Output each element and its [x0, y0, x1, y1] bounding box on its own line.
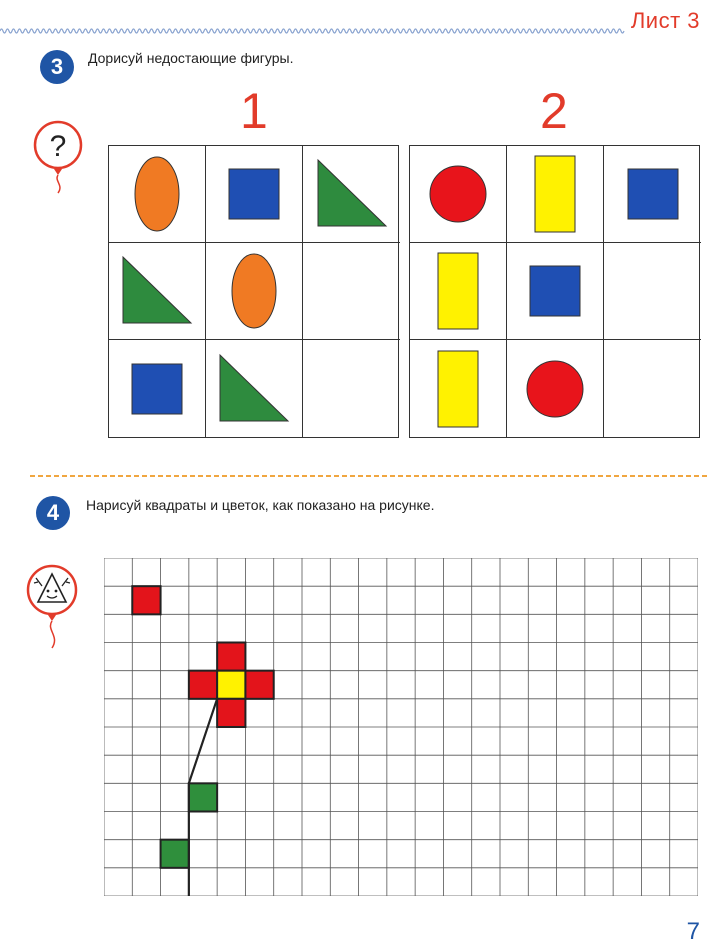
yellow-rectangle-shape — [418, 349, 498, 429]
task4-number-badge: 4 — [36, 496, 70, 530]
question-mark-text: ? — [49, 130, 67, 163]
red-filled-cell — [189, 671, 217, 699]
red-filled-cell — [217, 643, 245, 671]
grid-cell — [410, 146, 507, 243]
grid-cell — [507, 243, 604, 340]
page-number: 7 — [686, 918, 700, 945]
green-triangle-shape — [312, 154, 392, 234]
yellow-filled-cell — [217, 671, 245, 699]
red-circle-shape — [515, 349, 595, 429]
orange-oval-shape — [117, 154, 197, 234]
green-triangle-shape — [214, 349, 294, 429]
grid-cell — [410, 243, 507, 340]
grid-cell — [109, 340, 206, 437]
task3-instruction: Дорисуй недостающие фигуры. — [88, 50, 294, 66]
drawing-grid — [104, 558, 698, 896]
section-divider — [30, 472, 710, 480]
grid1-label: 1 — [240, 83, 268, 139]
red-circle-shape — [418, 154, 498, 234]
empty-cell[interactable] — [604, 340, 701, 437]
triangle-character-balloon-icon — [22, 560, 82, 650]
grid-cell — [206, 243, 303, 340]
red-filled-cell — [217, 699, 245, 727]
yellow-rectangle-shape — [515, 154, 595, 234]
red-filled-cell — [132, 586, 160, 614]
grid-cell — [206, 146, 303, 243]
green-filled-cell — [161, 840, 189, 868]
green-filled-cell — [189, 783, 217, 811]
grid-cell — [109, 243, 206, 340]
question-balloon-icon — [28, 115, 88, 195]
yellow-rectangle-shape — [418, 251, 498, 331]
red-filled-cell — [245, 671, 273, 699]
grid-cell — [206, 340, 303, 437]
grid-cell — [507, 340, 604, 437]
grid2-label: 2 — [540, 83, 568, 139]
grid-cell — [109, 146, 206, 243]
blue-square-shape — [117, 349, 197, 429]
empty-cell[interactable] — [604, 243, 701, 340]
orange-oval-shape — [214, 251, 294, 331]
grid-cell — [303, 146, 400, 243]
sheet-label: Лист 3 — [630, 8, 700, 33]
blue-square-shape — [214, 154, 294, 234]
green-triangle-shape — [117, 251, 197, 331]
empty-cell[interactable] — [303, 340, 400, 437]
grid-cell — [507, 146, 604, 243]
task3-number-badge: 3 — [40, 50, 74, 84]
header-wavy-line — [0, 24, 710, 38]
puzzle-grid-1 — [108, 145, 399, 438]
blue-square-shape — [613, 154, 693, 234]
puzzle-grid-2 — [409, 145, 700, 438]
grid-cell — [410, 340, 507, 437]
task4-instruction: Нарисуй квадраты и цветок, как показано на рисунке. — [86, 497, 435, 513]
empty-cell[interactable] — [303, 243, 400, 340]
grid-cell — [604, 146, 701, 243]
blue-square-shape — [515, 251, 595, 331]
